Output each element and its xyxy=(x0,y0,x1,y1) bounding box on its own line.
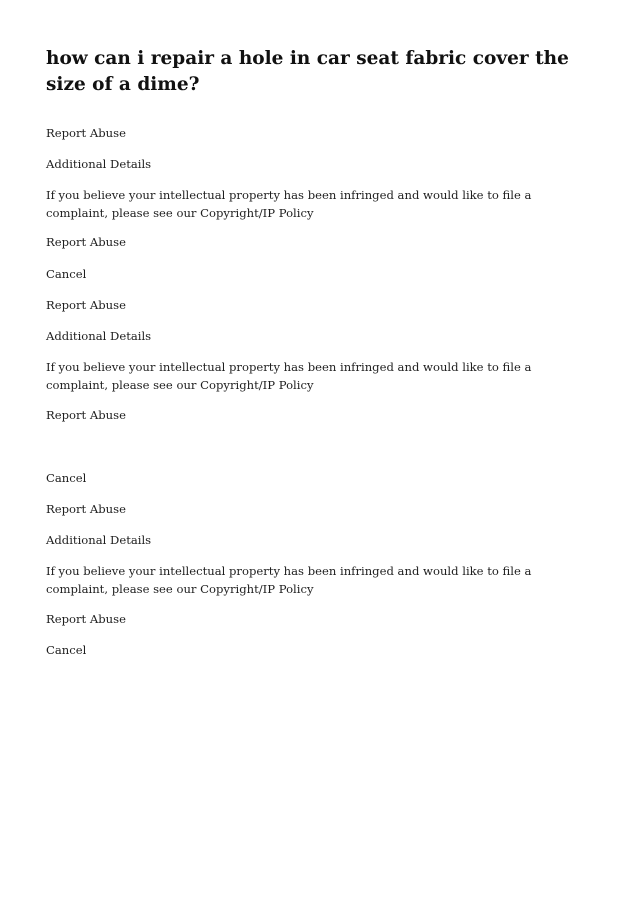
cancel-button[interactable]: Cancel xyxy=(46,471,87,485)
ip-policy-notice: If you believe your intellectual property has been infringed and would like to file a complaint, please see our Copyright/IP Policy xyxy=(46,564,532,596)
cancel-button[interactable]: Cancel xyxy=(46,267,87,281)
report-abuse-link[interactable]: Report Abuse xyxy=(46,126,126,140)
additional-details-label: Additional Details xyxy=(46,157,152,171)
report-abuse-button[interactable]: Report Abuse xyxy=(46,408,126,422)
report-abuse-link[interactable]: Report Abuse xyxy=(46,502,126,516)
ip-policy-notice: If you believe your intellectual property has been infringed and would like to file a complaint, please see our Copyright/IP Policy xyxy=(46,188,532,220)
page-title: how can i repair a hole in car seat fabric cover the size of a dime? xyxy=(46,48,569,95)
report-abuse-button[interactable]: Report Abuse xyxy=(46,612,126,626)
cancel-button[interactable]: Cancel xyxy=(46,643,87,657)
report-abuse-button[interactable]: Report Abuse xyxy=(46,235,126,249)
report-abuse-link[interactable]: Report Abuse xyxy=(46,298,126,312)
additional-details-label: Additional Details xyxy=(46,533,152,547)
ip-policy-notice: If you believe your intellectual property has been infringed and would like to file a complaint, please see our Copyright/IP Policy xyxy=(46,360,532,392)
additional-details-label: Additional Details xyxy=(46,329,152,343)
